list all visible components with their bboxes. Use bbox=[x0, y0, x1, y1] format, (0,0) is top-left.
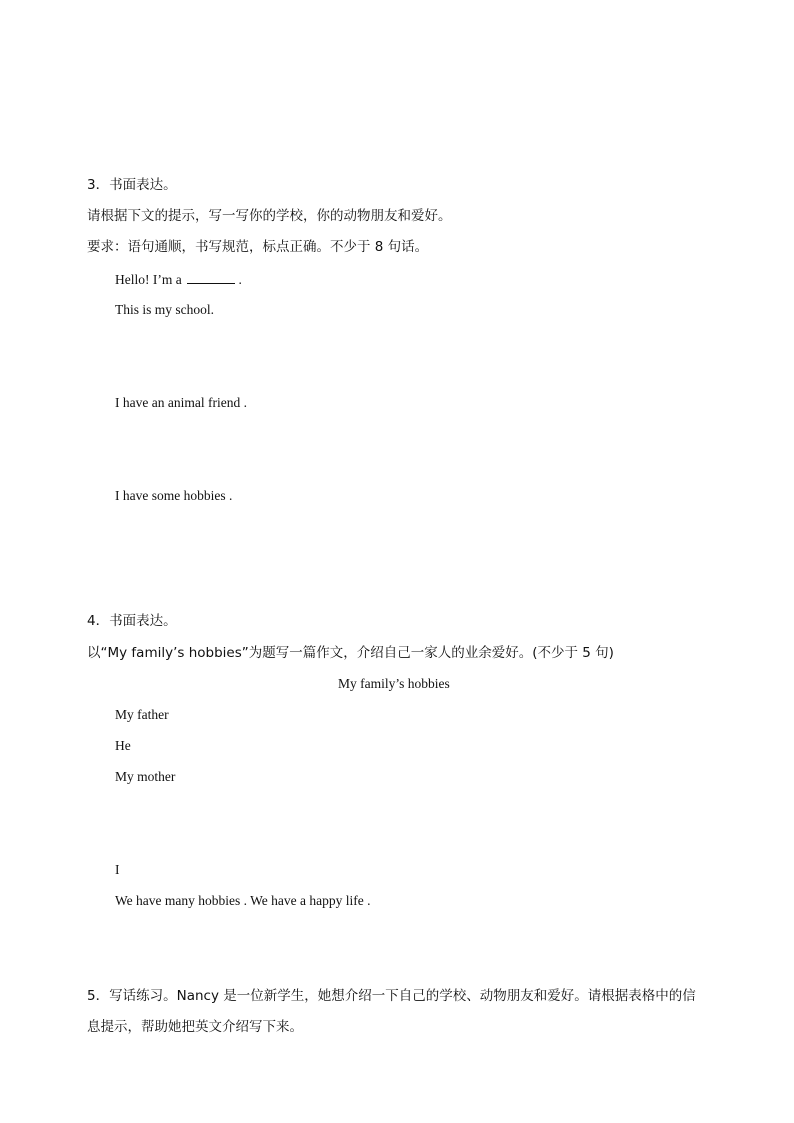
fill-in-blank[interactable] bbox=[187, 270, 235, 284]
q3-line-hobbies: I have some hobbies . bbox=[115, 488, 233, 503]
q4-instruction: 以“My family’s hobbies”为题写一篇作文，介绍自己一家人的业余爱好。(不少于 5 句) bbox=[87, 645, 614, 661]
q3-line-animal: I have an animal friend . bbox=[115, 395, 247, 410]
q5-line-2: 息提示，帮助她把英文介绍写下来。 bbox=[87, 1019, 303, 1035]
q3-line-hello-text: Hello! I’m a bbox=[115, 272, 182, 287]
q4-essay-title: My family’s hobbies bbox=[338, 676, 450, 691]
q3-instruction: 请根据下文的提示，写一写你的学校，你的动物朋友和爱好。 bbox=[87, 208, 452, 224]
q3-requirement: 要求：语句通顺，书写规范，标点正确。不少于 8 句话。 bbox=[87, 239, 429, 255]
q4-line-he: He bbox=[115, 738, 131, 753]
q4-line-i: I bbox=[115, 862, 120, 877]
q4-line-father: My father bbox=[115, 707, 169, 722]
q3-title: 3．书面表达。 bbox=[87, 177, 177, 193]
q4-title: 4．书面表达。 bbox=[87, 613, 177, 629]
q4-line-mother: My mother bbox=[115, 769, 176, 784]
q4-line-we: We have many hobbies . We have a happy life . bbox=[115, 893, 371, 908]
q3-line-school: This is my school. bbox=[115, 302, 215, 317]
q5-line-1: 5．写话练习。Nancy 是一位新学生，她想介绍一下自己的学校、动物朋友和爱好。请根据表格中的信 bbox=[87, 988, 696, 1004]
q3-line-hello-period: . bbox=[238, 272, 242, 287]
q3-line-hello bbox=[115, 270, 242, 289]
